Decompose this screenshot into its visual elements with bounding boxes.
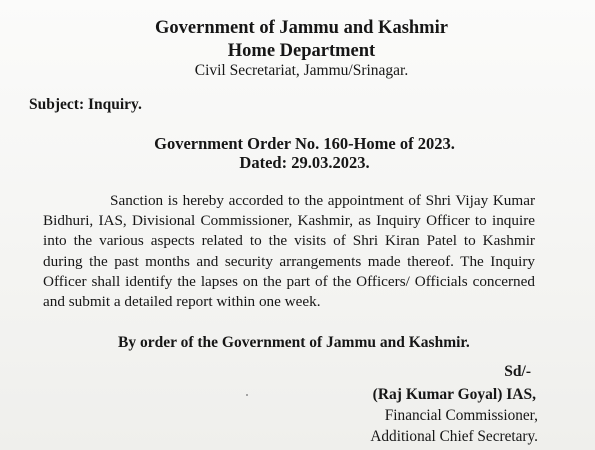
body-line: and submit a detailed report within one week.: [43, 293, 321, 311]
header-department: Home Department: [227, 41, 376, 61]
order-number: Government Order No. 160-Home of 2023.: [154, 134, 455, 153]
body-line: into the various aspects related to the visits of Shri Kiran Patel to Kashmir: [43, 232, 535, 250]
order-body: [43, 191, 535, 312]
signatory-name: (Raj Kumar Goyal) IAS,: [372, 386, 536, 403]
header-address: Civil Secretariat, Jammu/Srinagar.: [194, 62, 409, 79]
signatory-designation: Additional Chief Secretary.: [370, 428, 538, 445]
body-line: during the past months and security arrangements made thereof. The Inquiry: [43, 252, 535, 270]
paper-speck: [246, 394, 248, 396]
body-line: Sanction is hereby accorded to the appointment of Shri Vijay Kumar: [110, 192, 535, 209]
signature-sd: Sd/-: [504, 363, 531, 380]
body-line: Officer shall identify the lapses on the part of the Officers/ Officials concerned: [43, 272, 535, 290]
header-government: Government of Jammu and Kashmir: [155, 18, 448, 38]
by-order-line: By order of the Government of Jammu and Kashmir.: [118, 334, 470, 351]
signatory-title: Financial Commissioner,: [384, 407, 538, 424]
order-date: Dated: 29.03.2023.: [239, 153, 370, 172]
body-line: Bidhuri, IAS, Divisional Commissioner, Kashmir, as Inquiry Officer to inquire: [43, 212, 535, 230]
subject-line: Subject: Inquiry.: [29, 96, 142, 113]
